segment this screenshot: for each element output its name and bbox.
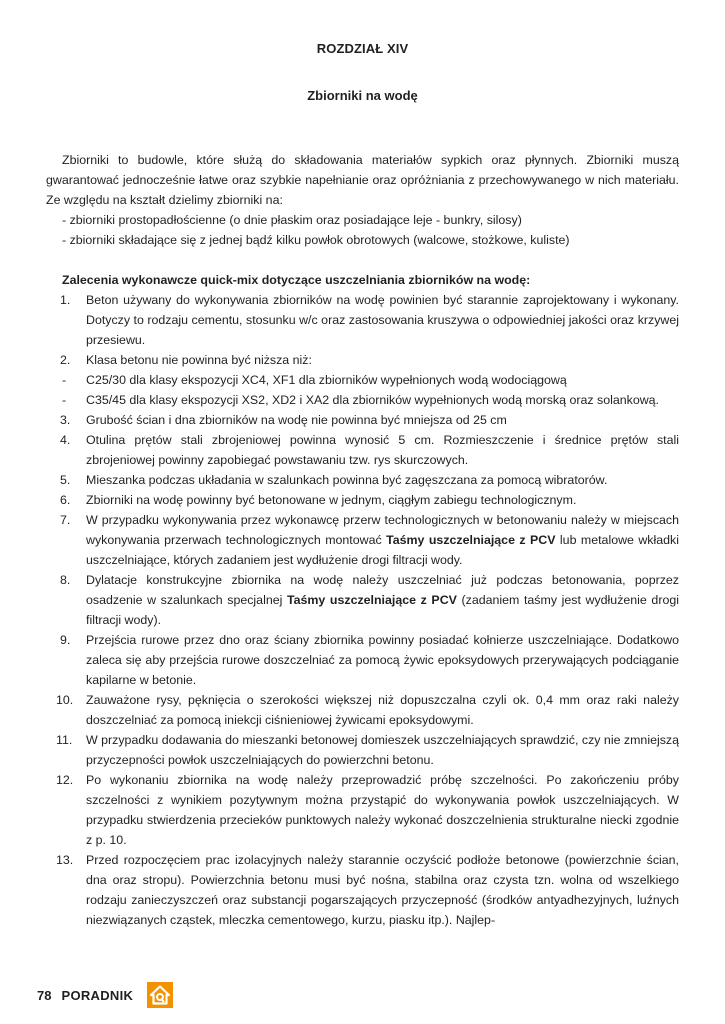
list-item-text: Mieszanka podczas układania w szalunkach powinna być zagęszczana za pomocą wibratorów. — [86, 473, 608, 487]
list-item-text: Otulina prętów stali zbrojeniowej powinna wynosić 5 cm. Rozmieszczenie i średnice prętów stali zbrojeniowej powinny zapobiegać powstawaniu tzw. rys skurczowych. — [86, 433, 679, 467]
list-item — [46, 730, 679, 770]
footer-label: PORADNIK — [61, 987, 134, 1003]
list-item — [46, 350, 679, 370]
list-item — [46, 850, 679, 930]
list-item-number: 5. — [60, 473, 71, 487]
quick-mix-house-logo-icon — [147, 982, 173, 1008]
list-item-text: Zbiorniki na wodę powinny być betonowane w jednym, ciągłym zabiegu technologicznym. — [86, 493, 577, 507]
tank-type-item: - zbiorniki prostopadłościenne (o dnie płaskim oraz posiadające leje - bunkry, silosy) — [62, 213, 522, 227]
list-item-number: 6. — [60, 493, 71, 507]
list-item-text: C35/45 dla klasy ekspozycji XS2, XD2 i XA2 dla zbiorników wypełnionych wodą morską oraz solankową. — [86, 393, 660, 407]
intro-paragraph: Zbiorniki to budowle, które służą do składowania materiałów sypkich oraz płynnych. Zbiorniki muszą gwarantować jednocześnie łatwe oraz szybkie napełnianie oraz opróżniania z przechowywanego w nich materiału. Ze względu na kształt dzielimy zbiorniki na: — [46, 153, 679, 207]
list-item — [46, 690, 679, 730]
list-item-number: 9. — [60, 633, 71, 647]
list-item-text: Klasa betonu nie powinna być niższa niż: — [86, 353, 312, 367]
list-item-text: C25/30 dla klasy ekspozycji XC4, XF1 dla zbiorników wypełnionych wodą wodociągową — [86, 373, 567, 387]
list-item-text: Po wykonaniu zbiornika na wodę należy przeprowadzić próbę szczelności. Po zakończeniu próby szczelności z wynikiem pozytywnym można przystąpić do wykonywania powłok uszczelniających. W przypadku stwierdzenia przecieków punktowych należy wykonać doszczelnienia strukturalne niecki zgodnie z p. 10. — [86, 773, 679, 847]
list-item-text: W przypadku dodawania do mieszanki betonowej domieszek uszczelniających sprawdzić, czy nie zmniejszą przyczepności powłok uszczelniających do powierzchni betonu. — [86, 733, 679, 767]
list-item — [46, 770, 679, 850]
recommendations-heading: Zalecenia wykonawcze quick-mix dotyczące uszczelniania zbiorników na wodę: — [62, 273, 531, 287]
page-number: 78 — [37, 987, 52, 1003]
list-item-text: Przejścia rurowe przez dno oraz ściany zbiornika powinny posiadać kołnierze uszczelniające. Dodatkowo zaleca się aby przejścia rurowe doszczelniać za pomocą żywic epoksydowych przerywających podciąganie kapilarne w betonie. — [86, 633, 679, 687]
list-item — [46, 370, 679, 390]
list-item-text: Zauważone rysy, pęknięcia o szerokości większej niż dopuszczalna czyli ok. 0,4 mm oraz raki należy doszczelniać za pomocą iniekcji ciśnieniowej żywicami epoksydowymi. — [86, 693, 679, 727]
list-item-text: Beton używany do wykonywania zbiorników na wodę powinien być starannie zaprojektowany i wykonany. Dotyczy to rodzaju cementu, stosunku w/c oraz zastosowania kruszywa o odpowiedniej jakości oraz krzywej przesiewu. — [86, 293, 679, 347]
chapter-heading: ROZDZIAŁ XIV — [316, 41, 409, 56]
product-name: Taśmy uszczelniające z PCV — [286, 593, 457, 607]
list-item — [46, 630, 679, 690]
list-item-number: - — [62, 393, 67, 407]
list-item-number: 2. — [60, 353, 71, 367]
list-item-number: 10. — [56, 693, 74, 707]
list-item-number: 4. — [60, 433, 71, 447]
list-item-text: Przed rozpoczęciem prac izolacyjnych należy starannie oczyścić podłoże betonowe (powierzchnie ścian, dna oraz stropu). Powierzchnia betonu musi być nośna, stabilna oraz czysta tzn. wolna od wszelkiego rodzaju zanieczyszczeń oraz substancji pogarszających przyczepność (środków antyadhezyjnych, luźnych niezwiązanych cząstek, mleczka cementowego, kurzu, piasku itp.). Najlep- — [86, 853, 679, 927]
page-footer — [37, 983, 173, 1007]
list-item-number: 8. — [60, 573, 71, 587]
document-body — [46, 150, 679, 930]
list-item — [46, 510, 679, 570]
list-item-text-post: lub metalowe wkładki uszczelniające, których zadaniem jest wydłużenie drogi filtracji wody. — [86, 533, 679, 567]
list-item — [46, 430, 679, 470]
list-item-text-pre: W przypadku wykonywania przez wykonawcę przerw technologicznych w betonowaniu należy w miejscach wykonywania przerwach technologicznych montować — [86, 513, 679, 547]
list-item-text-post: (zadaniem taśmy jest wydłużenie drogi filtracji wody). — [86, 593, 679, 627]
list-item-number: 3. — [60, 413, 71, 427]
list-item-text-pre: Dylatacje konstrukcyjne zbiornika na wodę należy uszczelniać już podczas betonowania, poprzez osadzenie w szalunkach specjalnej — [86, 573, 679, 607]
list-item — [46, 490, 679, 510]
list-item — [46, 390, 679, 410]
list-item-number: 13. — [56, 853, 74, 867]
product-name: Taśmy uszczelniające z PCV — [386, 533, 556, 547]
list-item — [46, 410, 679, 430]
list-item-number: 11. — [56, 733, 73, 747]
list-item — [46, 570, 679, 630]
list-item — [46, 470, 679, 490]
tank-type-item: - zbiorniki składające się z jednej bądź kilku powłok obrotowych (walcowe, stożkowe, kuliste) — [62, 233, 570, 247]
list-item-number: 7. — [60, 513, 71, 527]
list-item-number: 1. — [60, 293, 71, 307]
list-item-text: Grubość ścian i dna zbiorników na wodę nie powinna być mniejsza od 25 cm — [86, 413, 507, 427]
list-item-number: 12. — [56, 773, 74, 787]
recommendations-list — [46, 290, 679, 930]
page-title: Zbiorniki na wodę — [307, 88, 418, 103]
list-item-number: - — [62, 373, 67, 387]
list-item — [46, 290, 679, 350]
